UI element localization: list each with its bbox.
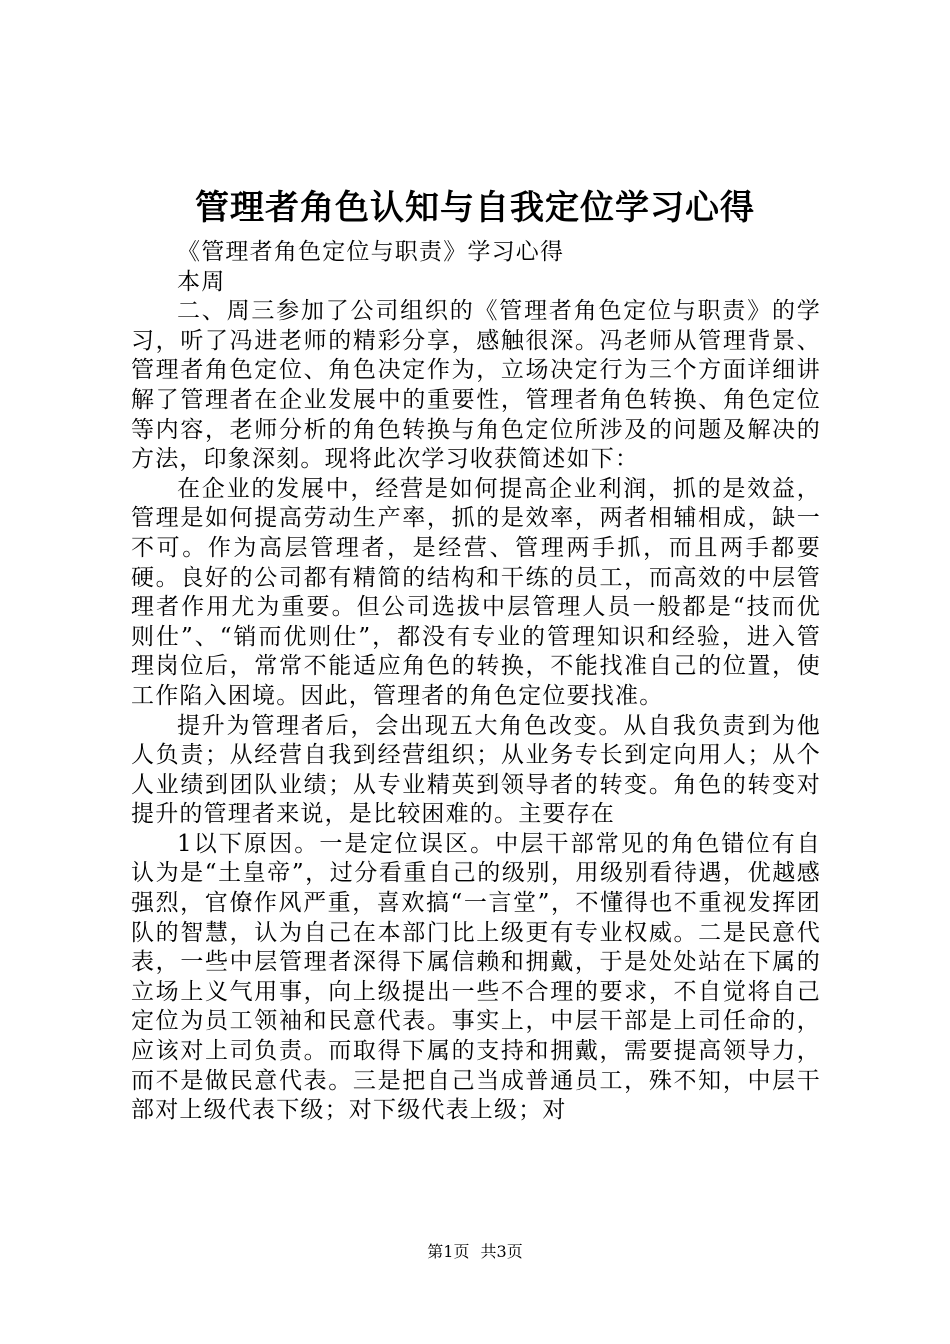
- subtitle-paragraph: 《管理者角色定位与职责》学习心得: [177, 239, 565, 265]
- page-footer: [0, 1241, 950, 1263]
- page-number: 第1页: [427, 1242, 470, 1261]
- body-paragraph: 1以下原因。一是定位误区。中层干部常见的角色错位有自认为是“土皇帝”，过分看重自己的级别，用级别看待遇，优越感强烈，官僚作风严重，喜欢搞“一言堂”，不懂得也不重视发挥团队的智慧，认为自己在本部门比上级更有专业权威。二是民意代表，一些中层管理者深得下属信赖和拥戴，于是处处站在下属的立场上义气用事，向上级提出一些不合理的要求，不自觉将自己定位为员工领袖和民意代表。事实上，中层干部是上司任命的，应该对上司负责。而取得下属的支持和拥戴，需要提高领导力，而不是做民意代表。三是把自己当成普通员工，殊不知，中层干部对上级代表下级；对下级代表上级；对: [131, 830, 821, 1124]
- page-total: 共3页: [480, 1242, 523, 1261]
- body-paragraph: 在企业的发展中，经营是如何提高企业利润，抓的是效益，管理是如何提高劳动生产率，抓的是效率，两者相辅相成，缺一不可。作为高层管理者，是经营、管理两手抓，而且两手都要硬。良好的公司都有精简的结构和干练的员工，而高效的中层管理者作用尤为重要。但公司选拔中层管理人员一般都是“技而优则仕”、“销而优则仕”，都没有专业的管理知识和经验，进入管理岗位后，常常不能适应角色的转换，不能找准自己的位置，使工作陷入困境。因此，管理者的角色定位要找准。: [131, 475, 821, 709]
- body-paragraph: 二、周三参加了公司组织的《管理者角色定位与职责》的学习，听了冯进老师的精彩分享，感触很深。冯老师从管理背景、管理者角色定位、角色决定作为，立场决定行为三个方面详细讲解了管理者在企业发展中的重要性，管理者角色转换、角色定位等内容，老师分析的角色转换与角色定位所涉及的问题及解决的方法，印象深刻。现将此次学习收获简述如下：: [131, 298, 821, 473]
- body-paragraph: 本周: [177, 268, 226, 295]
- document-body: [131, 238, 821, 1126]
- body-paragraph: 提升为管理者后，会出现五大角色改变。从自我负责到为他人负责；从经营自我到经营组织；从业务专长到定向用人；从个人业绩到团队业绩；从专业精英到领导者的转变。角色的转变对提升的管理者来说，是比较困难的。主要存在: [131, 712, 821, 828]
- document-title: 管理者角色认知与自我定位学习心得: [195, 188, 755, 228]
